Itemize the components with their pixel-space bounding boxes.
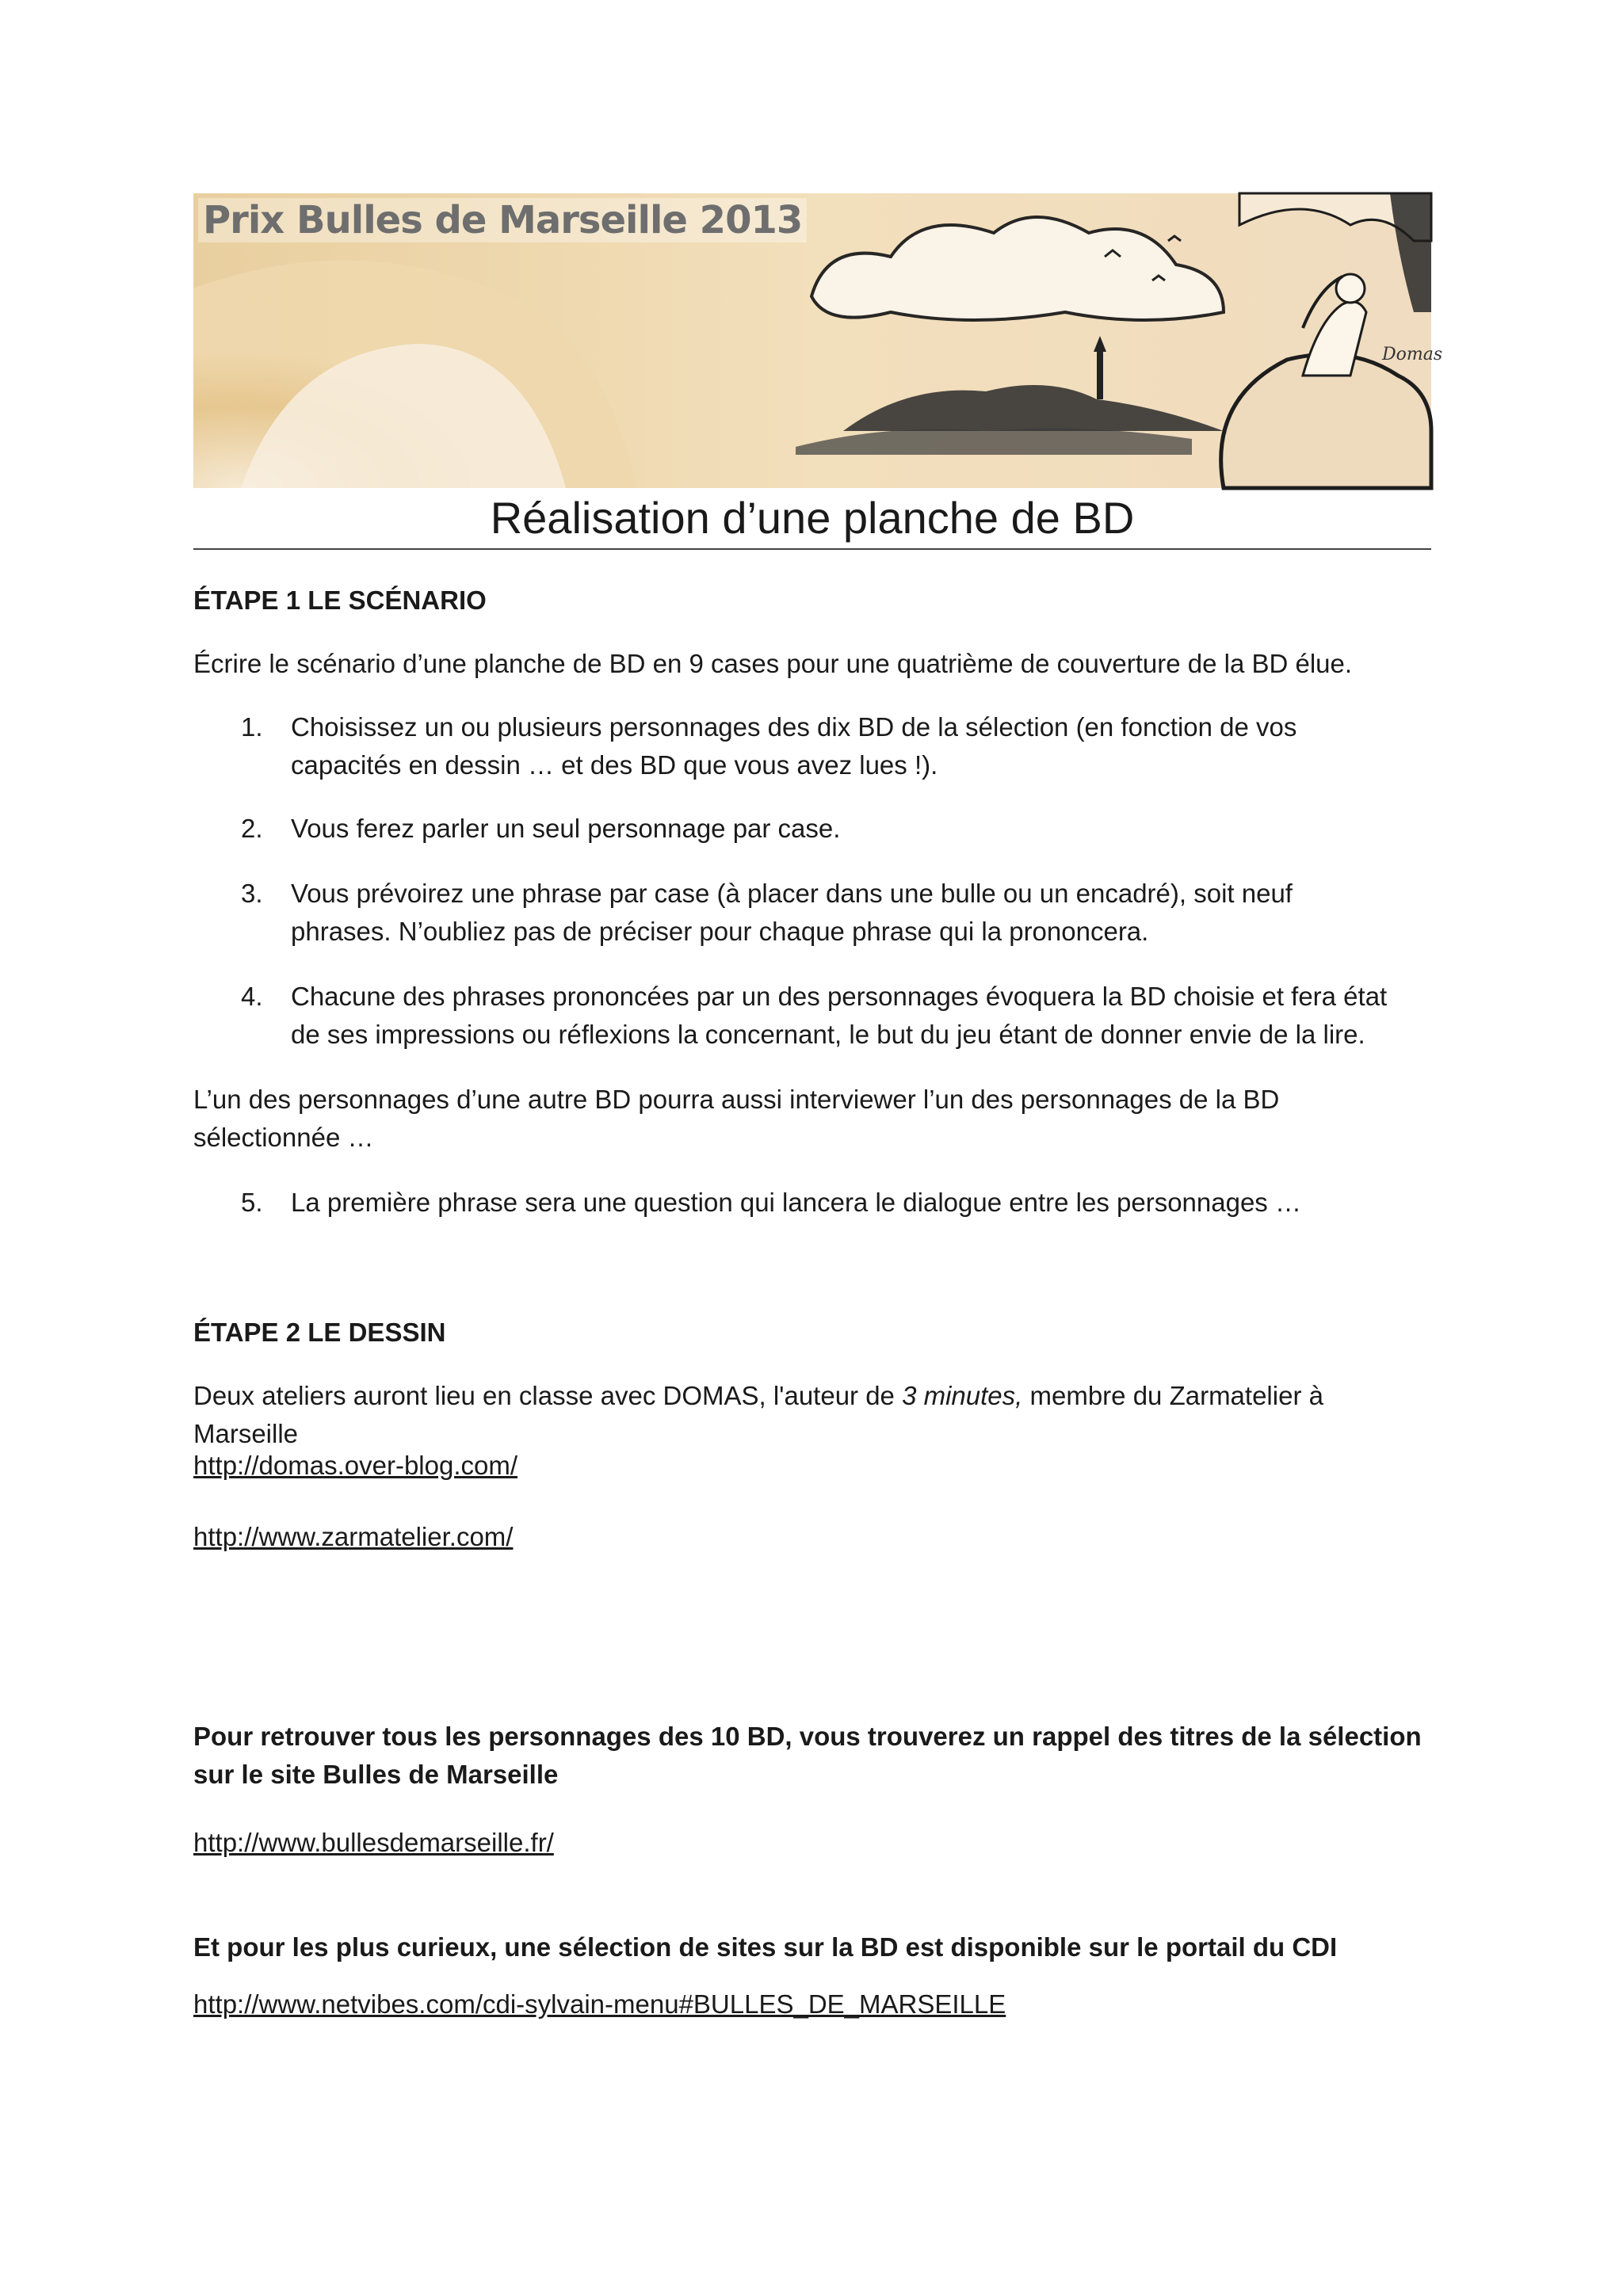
- step2-line2: Marseille: [193, 1419, 299, 1448]
- retrouver-line: Pour retrouver tous les personnages des 10 BD, vous trouverez un rappel des titres de la sélection: [193, 1722, 1422, 1751]
- list-text-line: phrases. N’oubliez pas de préciser pour chaque phrase qui la prononcera.: [291, 917, 1149, 946]
- list-text-line: de ses impressions ou réflexions la concernant, le but du jeu étant de donner envie de la lire.: [291, 1020, 1365, 1049]
- step2-line: [193, 1377, 1323, 1415]
- list-text-line: Chacune des phrases prononcées par un des personnages évoquera la BD choisie et fera état: [291, 982, 1388, 1011]
- list-text-line: La première phrase sera une question qui lancera le dialogue entre les personnages …: [291, 1188, 1301, 1217]
- step2-text-before: Deux ateliers auront lieu en classe avec DOMAS, l'auteur de: [193, 1381, 903, 1410]
- signature-text: Domas: [1382, 345, 1443, 364]
- list-text-line: Choisissez un ou plusieurs personnages des dix BD de la sélection (en fonction de vos: [291, 712, 1297, 742]
- list-text-line: Vous ferez parler un seul personnage par case.: [291, 814, 841, 843]
- step2-text-after: membre du Zarmatelier à: [1022, 1381, 1323, 1410]
- list-number: 4.: [241, 982, 263, 1011]
- step1-note: [193, 1081, 1279, 1157]
- list-number: 3.: [241, 879, 263, 908]
- list-item: [193, 810, 840, 848]
- retrouver-line: sur le site Bulles de Marseille: [193, 1760, 559, 1789]
- list-number: 5.: [241, 1188, 263, 1217]
- document-title: Réalisation d’une planche de BD: [193, 490, 1431, 550]
- list-item: [193, 1184, 1301, 1222]
- banner-title: Prix Bulles de Marseille 2013: [198, 198, 807, 242]
- list-item: [193, 978, 1387, 1054]
- step2-heading: ÉTAPE 2 LE DESSIN: [193, 1318, 446, 1347]
- list-number: 1.: [241, 712, 263, 742]
- list-item: [193, 875, 1293, 951]
- step1-heading: ÉTAPE 1 LE SCÉNARIO: [193, 585, 487, 615]
- domas-blog-link[interactable]: http://domas.over-blog.com/: [193, 1451, 518, 1480]
- step1-intro: Écrire le scénario d’une planche de BD en 9 cases pour une quatrième de couverture de la BD élue.: [193, 649, 1353, 678]
- list-text-line: capacités en dessin … et des BD que vous avez lues !).: [291, 750, 938, 780]
- bullesdemarseille-link[interactable]: http://www.bullesdemarseille.fr/: [193, 1828, 554, 1857]
- banner-illustration: [193, 193, 1443, 488]
- curieux-text: Et pour les plus curieux, une sélection de sites sur la BD est disponible sur le portail du CDI: [193, 1932, 1338, 1962]
- list-text-line: Vous prévoirez une phrase par case (à placer dans une bulle ou un encadré), soit neuf: [291, 879, 1293, 908]
- step2-paragraph: [193, 1377, 1323, 1453]
- retrouver-paragraph: [193, 1718, 1422, 1794]
- list-item: [193, 708, 1296, 784]
- note-line: L’un des personnages d’une autre BD pourra aussi interviewer l’un des personnages de la BD: [193, 1085, 1280, 1114]
- book-title-italic: 3 minutes,: [902, 1381, 1023, 1410]
- netvibes-link[interactable]: http://www.netvibes.com/cdi-sylvain-menu#BULLES_DE_MARSEILLE: [193, 1989, 1006, 2019]
- zarmatelier-link[interactable]: http://www.zarmatelier.com/: [193, 1522, 514, 1551]
- note-line: sélectionnée …: [193, 1123, 374, 1152]
- list-number: 2.: [241, 814, 263, 843]
